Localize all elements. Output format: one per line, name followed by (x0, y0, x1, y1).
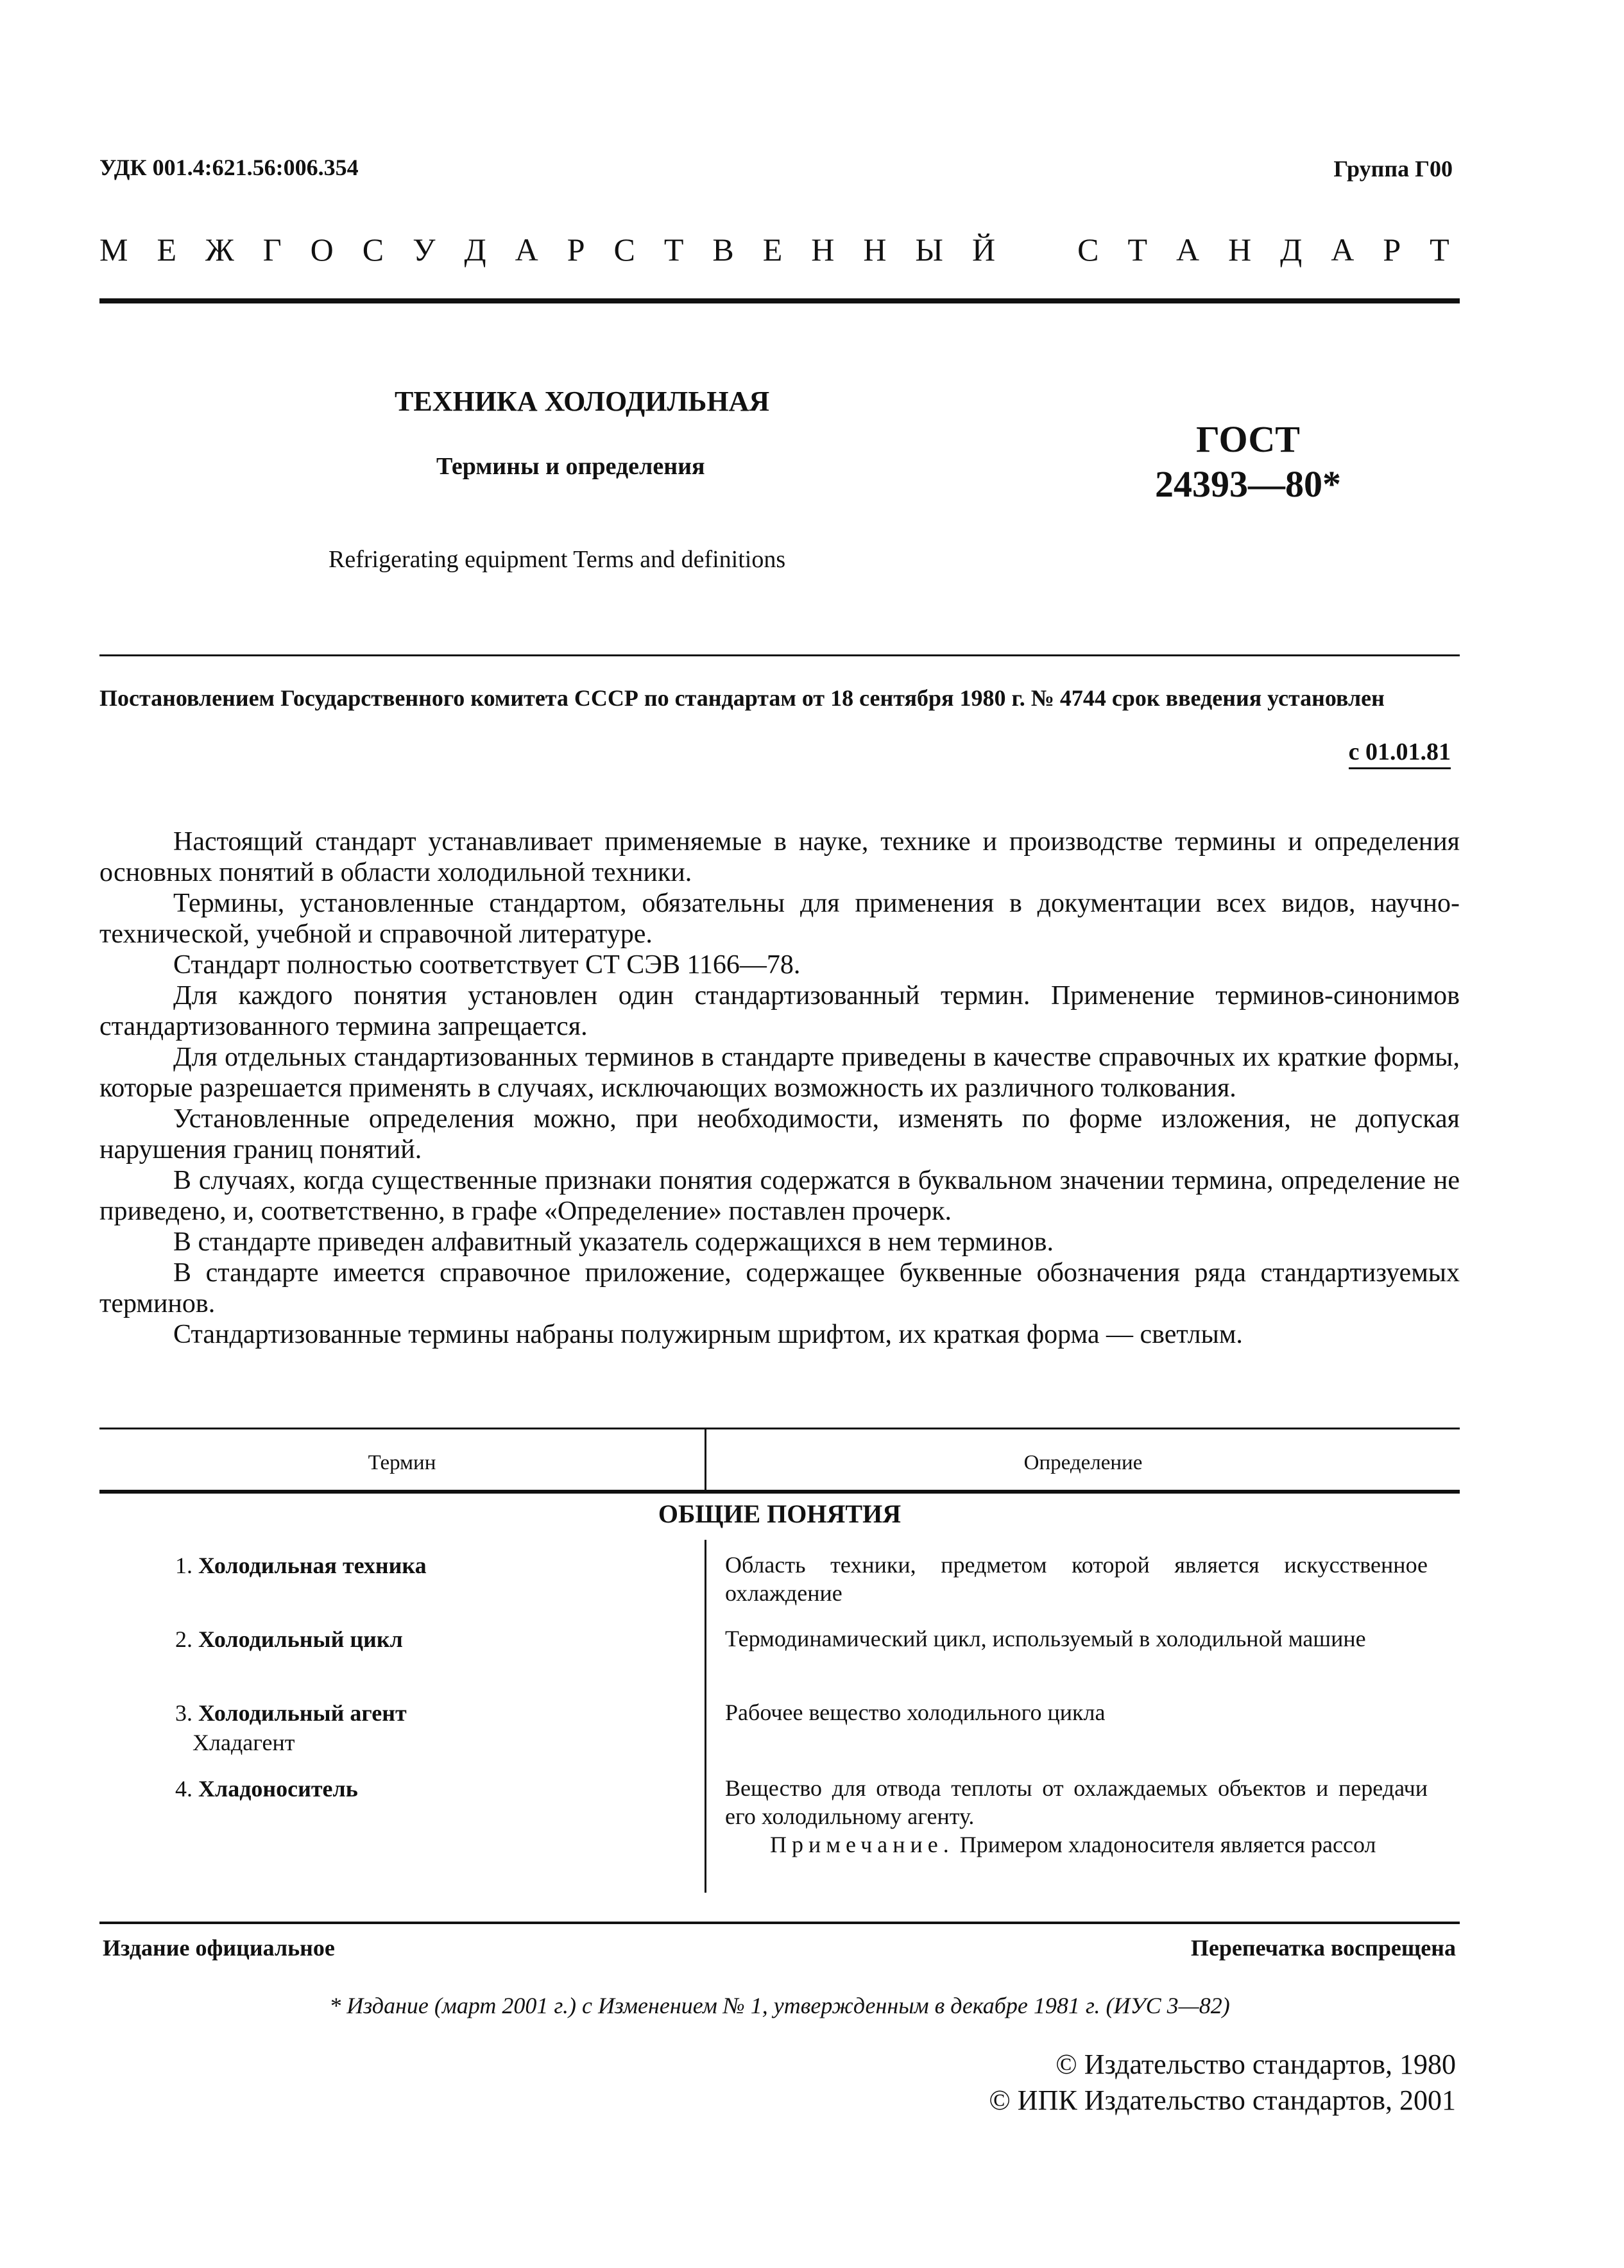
banner-letter: Д (1280, 232, 1304, 268)
banner-letter: У (413, 232, 437, 268)
banner-letter: Е (157, 232, 178, 268)
banner-letter: В (712, 232, 735, 268)
banner-letter: Н (811, 232, 836, 268)
note-label: Примечание. (770, 1832, 954, 1857)
edition-note: * Издание (март 2001 г.) с Изменением № 1, утвержденным в декабре 1981 г. (ИУС 3—82) (329, 1993, 1230, 2018)
banner-letter: Г (262, 232, 283, 268)
term-number: 3. (175, 1700, 192, 1726)
banner-letter: Н (1228, 232, 1253, 268)
intro-paragraph: В случаях, когда существенные признаки понятия содержатся в буквальном значении термина, определение не приведено, и, соответственно, в графе «Определение» поставлен прочерк. (99, 1166, 1460, 1226)
definition-cell: Термодинамический цикл, используемый в холодильной машине (725, 1626, 1366, 1651)
intro-paragraph: Стандартизованные термины набраны полужирным шрифтом, их краткая форма — светлым. (173, 1320, 1243, 1349)
banner-letter: Н (863, 232, 888, 268)
official-edition-label: Издание официальное (103, 1935, 335, 1961)
banner-letter: А (515, 232, 540, 268)
term-cell (154, 1624, 719, 1654)
term-name: Холодильный цикл (198, 1626, 403, 1652)
banner-letter: Р (1383, 232, 1403, 268)
effective-date: с 01.01.81 (1349, 738, 1451, 769)
banner-letter: Ж (205, 232, 235, 268)
gost-number (1149, 417, 1347, 507)
footer-rule (99, 1922, 1460, 1924)
copyright-block (989, 2047, 1456, 2119)
term-cell (154, 1698, 719, 1757)
intro-paragraph: Термины, установленные стандартом, обязательны для применения в документации всех видов, научно-технической, учебной и справочной литературе. (99, 889, 1460, 949)
definition-note (725, 1830, 1428, 1859)
banner-letter: Т (1127, 232, 1149, 268)
banner-letter: Т (1430, 232, 1451, 268)
term-name: Холодильный агент (198, 1700, 407, 1726)
column-header-term: Термин (368, 1451, 436, 1474)
banner-letter: О (310, 232, 335, 268)
table-header-rule (99, 1490, 1460, 1494)
term-number: 4. (175, 1776, 192, 1802)
term-cell (154, 1551, 719, 1580)
definition-text: Вещество для отвода теплоты от охлаждаемых объектов и передачи его холодильному агенту. (725, 1775, 1428, 1829)
standard-banner (99, 231, 1451, 268)
banner-letter: С (1077, 232, 1100, 268)
intro-paragraph: В стандарте приведен алфавитный указатель содержащихся в нем терминов. (173, 1227, 1054, 1257)
intro-paragraph: Для каждого понятия установлен один стандартизованный термин. Применение терминов-синонимов стандартизованного термина запрещается. (99, 981, 1460, 1041)
english-title: Refrigerating equipment Terms and definitions (329, 546, 786, 573)
intro-paragraph: Установленные определения можно, при необходимости, изменять по форме изложения, не допуская нарушения границ понятий. (99, 1104, 1460, 1164)
intro-paragraph: Стандарт полностью соответствует СТ СЭВ 1166—78. (173, 950, 801, 980)
udk-code: УДК 001.4:621.56:006.354 (99, 155, 359, 180)
term-name: Хладоноситель (198, 1776, 358, 1802)
table-top-rule (99, 1428, 1460, 1429)
title-rule (99, 654, 1460, 656)
banner-letter: Й (972, 232, 997, 268)
gost-code: 24393—80* (1155, 463, 1341, 505)
banner-letter: Д (464, 232, 488, 268)
intro-paragraph: В стандарте имеется справочное приложение, содержащее буквенные обозначения ряда стандартизуемых терминов. (99, 1258, 1460, 1318)
decree-text: Постановлением Государственного комитета СССР по стандартам от 18 сентября 1980 г. № 4744 срок введения установлен (99, 685, 1385, 711)
definition-cell (725, 1774, 1428, 1859)
copyright-line: © ИПК Издательство стандартов, 2001 (989, 2085, 1456, 2116)
banner-letter: А (1331, 232, 1356, 268)
gost-label: ГОСТ (1196, 418, 1300, 460)
banner-letter: А (1175, 232, 1201, 268)
section-heading: ОБЩИЕ ПОНЯТИЯ (658, 1499, 902, 1528)
banner-gap (1024, 231, 1050, 268)
term-short-form: Хладагент (192, 1730, 295, 1755)
term-number: 1. (175, 1553, 192, 1578)
banner-letter: С (362, 232, 386, 268)
definition-cell: Область техники, предметом которой является искусственное охлаждение (725, 1552, 1428, 1606)
header-rule (99, 298, 1460, 303)
note-text: Примером хладоносителя является рассол (959, 1832, 1376, 1857)
banner-letter: Т (663, 232, 685, 268)
intro-paragraph: Для отдельных стандартизованных терминов в стандарте приведены в качестве справочных их краткие формы, которые разрешается применять в случаях, исключающих возможность их различного толкования. (99, 1043, 1460, 1103)
introduction (99, 826, 1460, 1350)
banner-letter: М (99, 232, 130, 268)
document-title: ТЕХНИКА ХОЛОДИЛЬНАЯ (395, 386, 770, 417)
banner-letter: С (613, 232, 637, 268)
group-code: Группа Г00 (1333, 156, 1453, 182)
reprint-notice: Перепечатка воспрещена (1190, 1935, 1456, 1961)
document-subtitle: Термины и определения (436, 453, 705, 480)
intro-paragraph: Настоящий стандарт устанавливает применяемые в науке, технике и производстве термины и определения основных понятий в области холодильной техники. (99, 827, 1460, 887)
term-cell (154, 1774, 719, 1803)
copyright-line: © Издательство стандартов, 1980 (1056, 2049, 1456, 2080)
banner-letter: Р (567, 232, 586, 268)
banner-letter: Е (762, 232, 784, 268)
banner-letter: Ы (915, 232, 945, 268)
column-header-definition: Определение (1023, 1451, 1143, 1474)
term-number: 2. (175, 1626, 192, 1652)
term-name: Холодильная техника (198, 1553, 427, 1578)
definition-cell: Рабочее вещество холодильного цикла (725, 1700, 1106, 1725)
